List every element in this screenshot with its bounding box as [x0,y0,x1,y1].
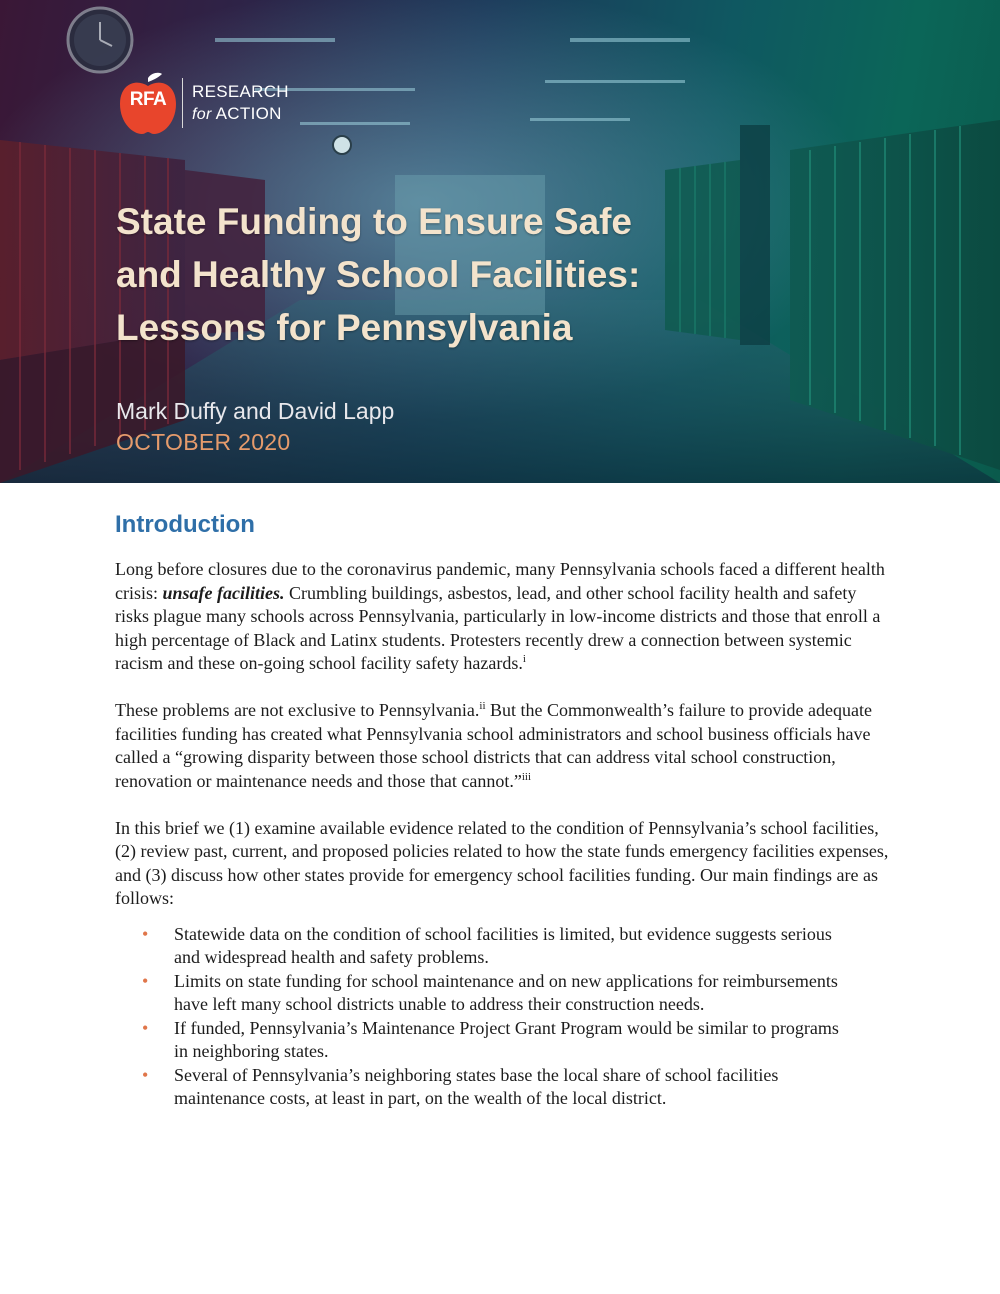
report-title-line: State Funding to Ensure Safe [116,201,632,242]
list-item [115,923,854,970]
intro-paragraph-3: In this brief we (1) examine available evidence related to the condition of Pennsylvania’s school facilities, (2) review past, current, and proposed policies related to how the state funds emergency facilities expenses, and (3) discuss how other states provide for emergency school facilities funding. Our main findings are as follows: [115,817,889,908]
finding-text: Statewide data on the condition of school facilities is limited, but evidence suggests serious and widespread health and safety problems. [174,923,832,967]
cover-banner [0,0,1000,483]
bullet-icon: • [142,1017,149,1038]
small-clock-icon [333,136,351,154]
p1-emphasis: unsafe facilities. [162,582,285,603]
report-title-line: and Healthy School Facilities: [116,254,641,295]
list-item [115,970,854,1017]
org-name-line2 [192,104,282,124]
bullet-icon: • [142,923,149,944]
report-title [116,195,756,354]
publication-date: OCTOBER 2020 [116,429,291,455]
logo-divider [182,78,183,128]
wall-clock-icon [68,8,132,72]
section-heading-introduction: Introduction [115,511,255,538]
org-name-line1: RESEARCH [192,82,289,101]
logo-mark: RFA [129,89,167,110]
bullet-icon: • [142,1064,149,1085]
org-name-action: ACTION [215,104,282,123]
endnote-ref-ii[interactable]: ii [479,700,486,712]
intro-paragraph-1 [115,558,890,676]
p2-text-part2: But the Commonwealth’s failure to provide adequate facilities funding has created what Pennsylvania school administrators and school business officials have called a “growing disparity between those school districts that can address vital school construction, renovation or maintenance needs and those that cannot.” [115,700,872,791]
list-item [115,1064,854,1111]
introduction-body [115,558,890,1111]
bullet-icon: • [142,970,149,991]
authors: Mark Duffy and David Lapp [116,398,395,424]
intro-paragraph-2 [115,699,890,793]
org-name-for: for [192,106,212,123]
p1-text-before: Long before closures due to the coronavirus pandemic, many Pennsylvania schools faced a different health crisis: [115,559,885,603]
p2-text-part1: These problems are not exclusive to Pennsylvania. [115,700,480,720]
endnote-ref-iii[interactable]: iii [521,770,532,783]
finding-text: Several of Pennsylvania’s neighboring states base the local share of school facilities maintenance costs, at least in part, on the wealth of the local district. [174,1064,779,1108]
finding-text: Limits on state funding for school maintenance and on new applications for reimbursements have left many school districts unable to address their construction needs. [174,970,838,1014]
endnote-ref-i[interactable]: i [522,653,526,665]
list-item [115,1017,854,1064]
rfa-logo [118,64,318,134]
main-findings-list [115,923,890,1111]
p1-text-after: Crumbling buildings, asbestos, lead, and other school facility health and safety risks plague many schools across Pennsylvania, particularly in low-income districts and those that enroll a high percentage of Black and Latinx students. Protesters recently drew a connection between systemic racism and these on-going school facility safety hazards. [115,582,881,673]
report-title-line: Lessons for Pennsylvania [116,307,573,348]
finding-text: If funded, Pennsylvania’s Maintenance Project Grant Program would be similar to programs in neighboring states. [174,1017,839,1061]
